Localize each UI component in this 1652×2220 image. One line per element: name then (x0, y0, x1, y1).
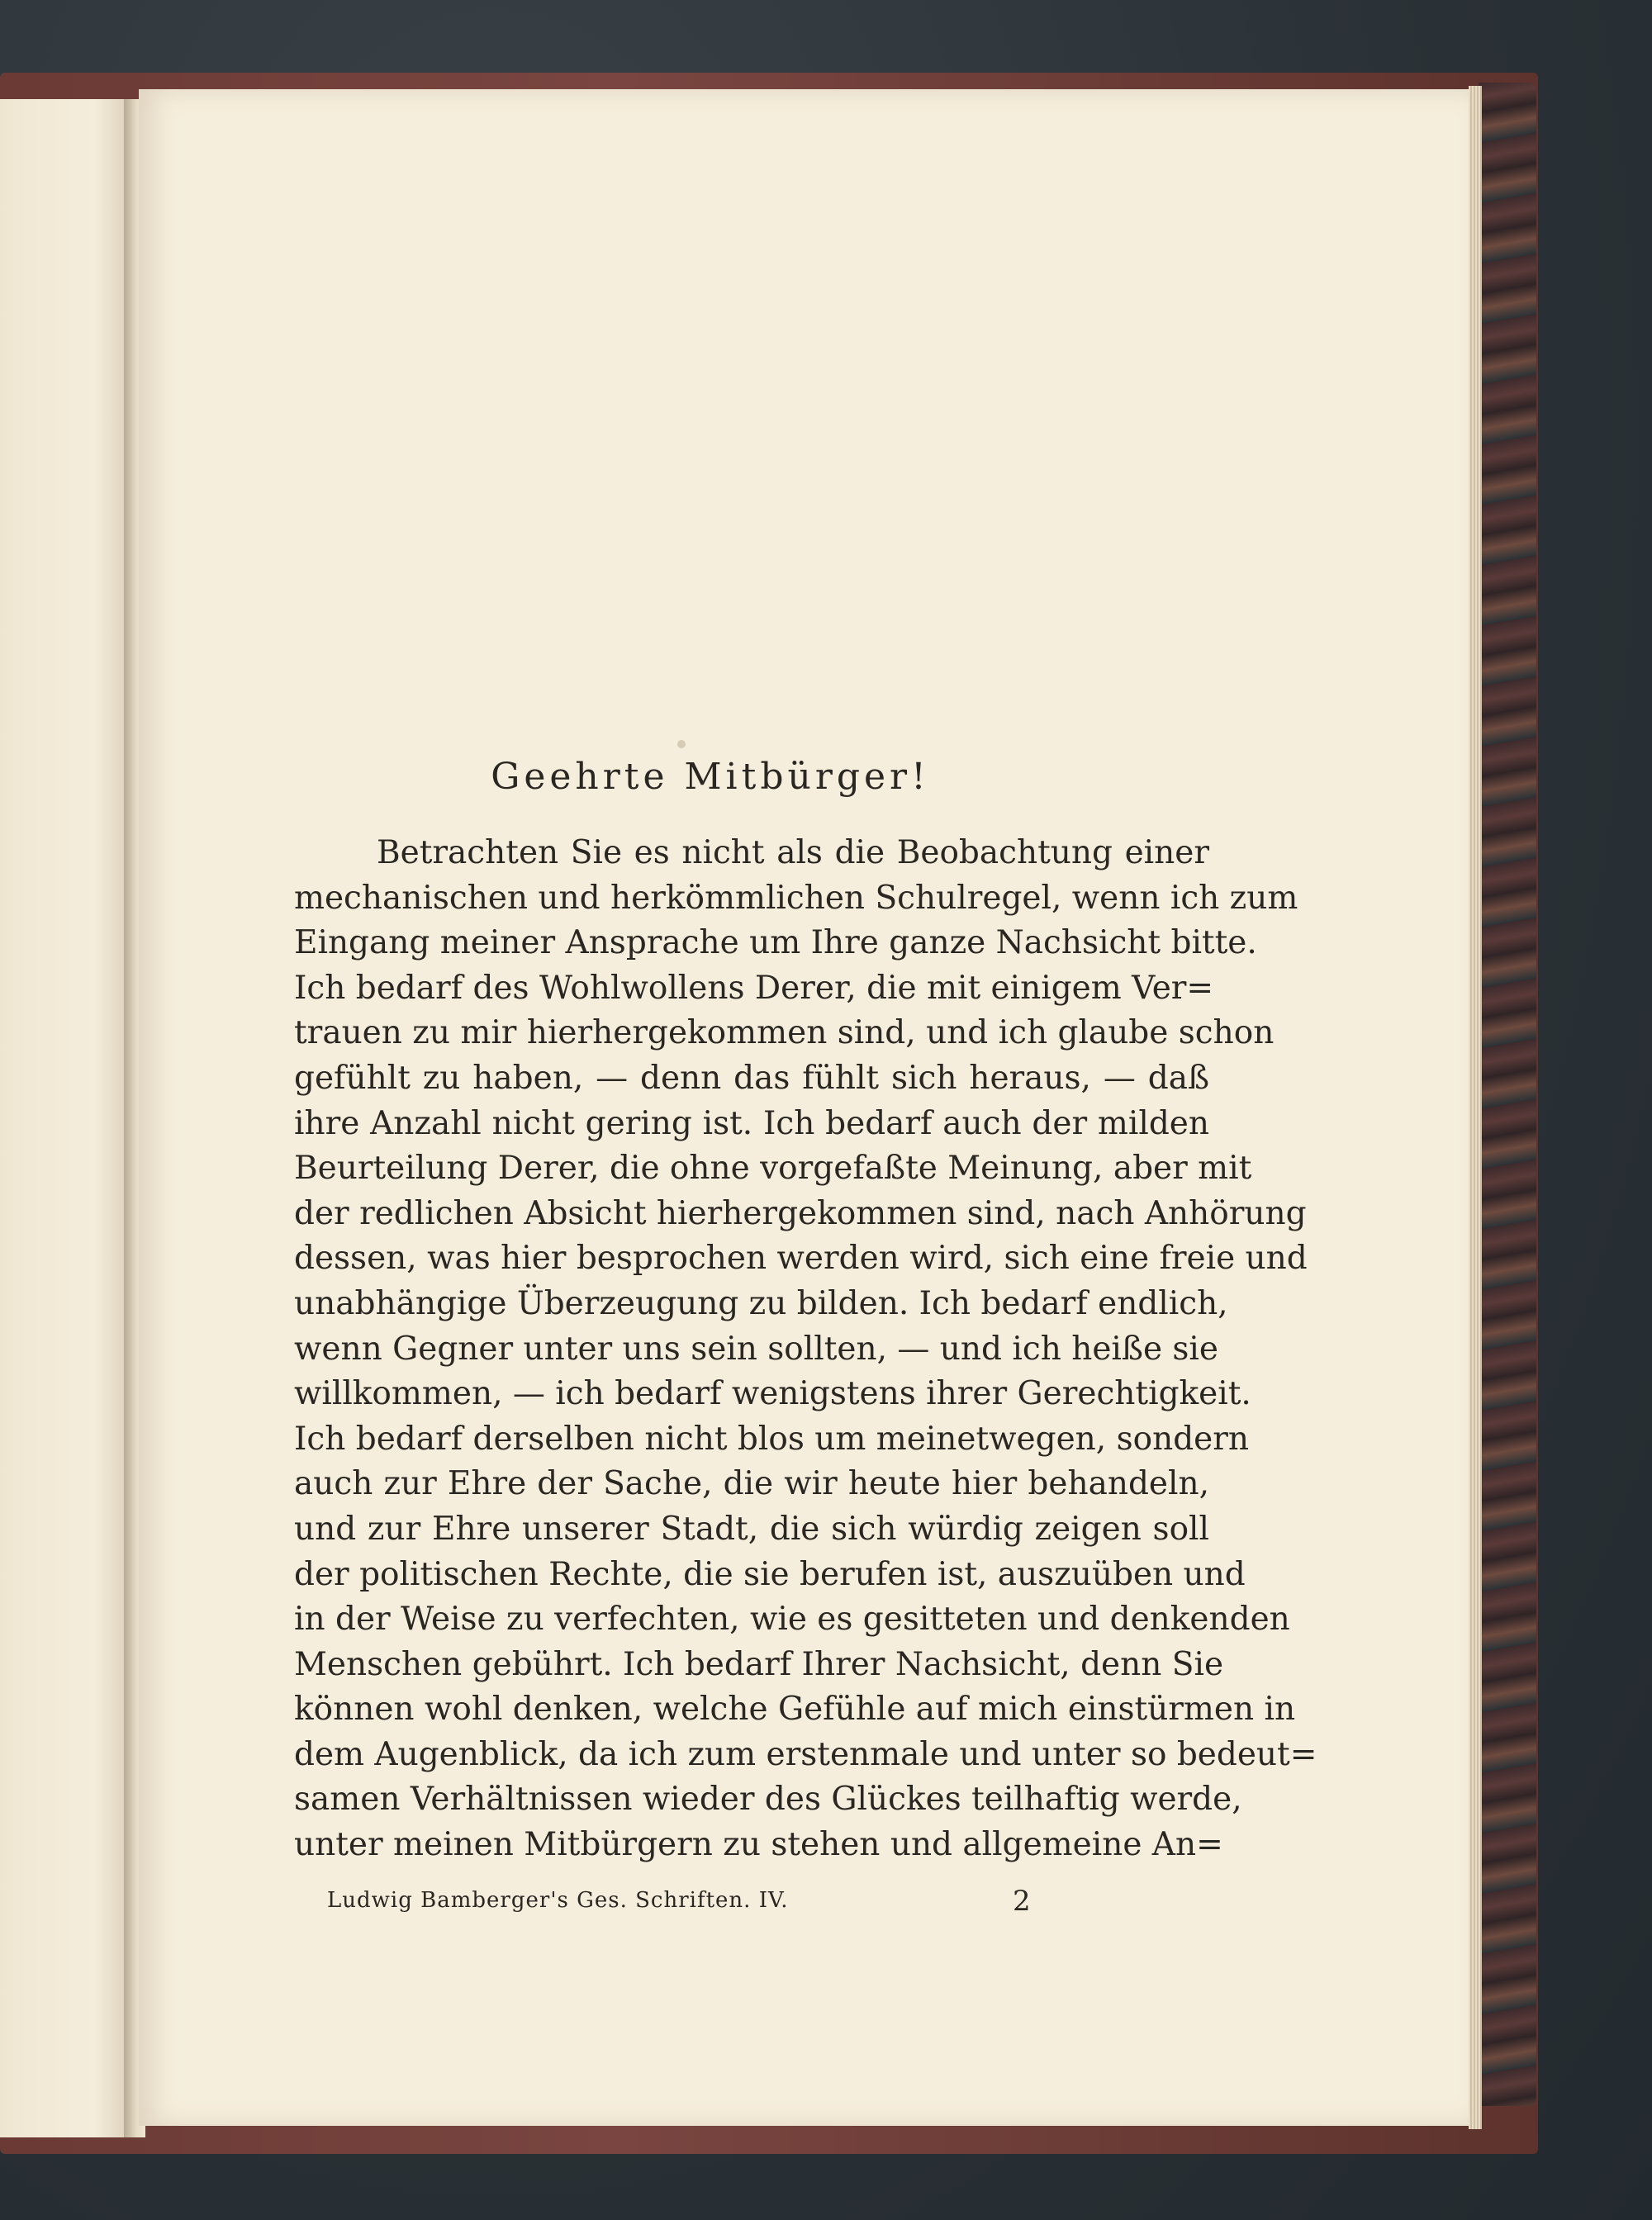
text-line: der politischen Rechte, die sie berufen ist, auszuüben und (294, 1555, 1246, 1593)
page-edges (1469, 86, 1482, 2129)
footer-signature: Ludwig Bamberger's Ges. Schriften. IV. (327, 1888, 789, 1913)
text-line: der redlichen Absicht hierhergekommen sind, nach Anhörung (294, 1194, 1307, 1232)
text-line: auch zur Ehre der Sache, die wir heute hier behandeln, (294, 1465, 1209, 1503)
text-line: mechanischen und herkömmlichen Schulregel, wenn ich zum (294, 879, 1298, 917)
body-paragraph (294, 831, 1317, 1868)
text-line: samen Verhältnissen wieder des Glückes teilhaftig werde, (294, 1781, 1242, 1819)
paper-speck (677, 740, 686, 748)
text-line: Ich bedarf derselben nicht blos um meinetwegen, sondern (294, 1420, 1250, 1458)
text-line: dessen, was hier besprochen werden wird, sich eine freie und (294, 1240, 1308, 1278)
page-number: 2 (1013, 1885, 1031, 1918)
text-line: Menschen gebührt. Ich bedarf Ihrer Nachsicht, denn Sie (294, 1645, 1224, 1683)
marbled-cover-edge (1479, 83, 1536, 2106)
text-line: dem Augenblick, da ich zum erstenmale und unter so bedeut= (294, 1735, 1317, 1773)
text-line: Beurteilung Derer, die ohne vorgefaßte Meinung, aber mit (294, 1150, 1252, 1188)
text-line: trauen zu mir hierhergekommen sind, und ich glaube schon (294, 1014, 1275, 1052)
left-page (0, 99, 134, 2137)
page-heading: Geehrte Mitbürger! (491, 756, 930, 798)
text-line: Eingang meiner Ansprache um Ihre ganze Nachsicht bitte. (294, 924, 1257, 962)
text-line: Betrachten Sie es nicht als die Beobachtung einer (377, 834, 1209, 871)
text-line: in der Weise zu verfechten, wie es gesitteten und denkenden (294, 1601, 1290, 1639)
text-line: Ich bedarf des Wohlwollens Derer, die mit einigem Ver= (294, 969, 1214, 1007)
text-line: unabhängige Überzeugung zu bilden. Ich bedarf endlich, (294, 1284, 1228, 1322)
text-line: gefühlt zu haben, — denn das fühlt sich heraus, — daß (294, 1059, 1209, 1097)
text-line: und zur Ehre unserer Stadt, die sich würdig zeigen soll (294, 1510, 1209, 1548)
text-line: können wohl denken, welche Gefühle auf mich einstürmen in (294, 1691, 1296, 1729)
text-line: ihre Anzahl nicht gering ist. Ich bedarf auch der milden (294, 1104, 1209, 1142)
page-footer (294, 1885, 1209, 1921)
text-line: unter meinen Mitbürgern zu stehen und allgemeine An= (294, 1826, 1223, 1864)
text-line: willkommen, — ich bedarf wenigstens ihrer Gerechtigkeit. (294, 1375, 1251, 1413)
text-line: wenn Gegner unter uns sein sollten, — und ich heiße sie (294, 1330, 1218, 1368)
